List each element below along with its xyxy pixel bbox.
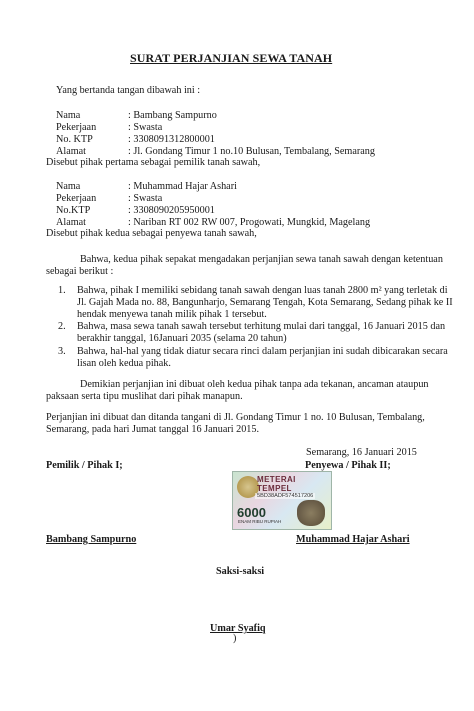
pihak1-address-label: Alamat xyxy=(56,146,86,157)
stamp-garuda-icon xyxy=(297,500,325,526)
term-number: 1. xyxy=(58,285,66,296)
signing-date: Semarang, 16 Januari 2015 xyxy=(306,447,417,458)
closing-2-line-2: Semarang, pada hari Jumat tanggal 16 Januari 2015. xyxy=(46,424,260,435)
stamp-serial: 5BD38ADF574517206 xyxy=(257,493,314,499)
pihak2-ktp-label: No.KTP xyxy=(56,205,91,216)
signer-right-name: Muhammad Hajar Ashari xyxy=(296,534,410,545)
pihak1-job-value: : Swasta xyxy=(128,122,163,133)
pihak1-ktp-label: No. KTP xyxy=(56,134,93,145)
term-1-line-1: Bahwa, pihak I memiliki sebidang tanah sawah dengan luas tanah 2800 m² yang terletak di xyxy=(77,285,448,296)
body-paragraph-line-2: sebagai berikut : xyxy=(46,266,114,277)
document-title: SURAT PERJANJIAN SEWA TANAH xyxy=(130,51,333,65)
pihak2-job-value: : Swasta xyxy=(128,193,163,204)
term-2-line-2: berakhir tanggal, 16Januari 2035 (selama 20 tahun) xyxy=(77,333,287,344)
closing-1-line-2: paksaan serta tipu muslihat dari pihak manapun. xyxy=(46,391,243,402)
pihak2-name-value: : Muhammad Hajar Ashari xyxy=(128,181,237,192)
term-1-line-2: Jl. Gajah Mada no. 88, Bangunharjo, Semarang Tengah, Kota Semarang, Sedang pihak ke II xyxy=(77,297,453,308)
pihak2-address-value: : Nariban RT 002 RW 007, Progowati, Mungkid, Magelang xyxy=(128,217,371,228)
pihak2-job-label: Pekerjaan xyxy=(56,193,97,204)
term-number: 2. xyxy=(58,321,66,332)
term-1-line-3: hendak menyewa tanah milik pihak 1 tersebut. xyxy=(77,309,267,320)
pihak1-note: Disebut pihak pertama sebagai pemilik tanah sawah, xyxy=(46,157,261,168)
term-3-line-2: lisan oleh kedua pihak. xyxy=(77,358,171,369)
pihak2-note: Disebut pihak kedua sebagai penyewa tanah sawah, xyxy=(46,228,257,239)
pihak1-ktp-value: : 3308091312800001 xyxy=(128,134,215,145)
witness-title: Saksi-saksi xyxy=(216,566,265,577)
closing-1-line-1: Demikian perjanjian ini dibuat oleh kedua pihak tanpa ada tekanan, ancaman ataupun xyxy=(80,379,429,390)
pihak1-job-label: Pekerjaan xyxy=(56,122,97,133)
stamp-value: 6000 xyxy=(237,505,266,520)
stamp-value-text: ENAM RIBU RUPIAH xyxy=(238,519,282,524)
pihak2-ktp-value: : 3308090205950001 xyxy=(128,205,215,216)
signer-left-name: Bambang Sampurno xyxy=(46,534,137,545)
pihak2-name-label: Nama xyxy=(56,181,81,192)
signer-right-title: Penyewa / Pihak II; xyxy=(305,460,391,471)
term-3-line-1: Bahwa, hal-hal yang tidak diatur secara rinci dalam perjanjian ini sudah dibicarakan secara xyxy=(77,346,448,357)
intro-text: Yang bertanda tangan dibawah ini : xyxy=(56,85,201,96)
pihak2-address-label: Alamat xyxy=(56,217,86,228)
witness-bracket: ) xyxy=(233,633,237,644)
signer-left-title: Pemilik / Pihak I; xyxy=(46,460,123,471)
term-2-line-1: Bahwa, masa sewa tanah sawah tersebut terhitung mulai dari tanggal, 16 Januari 2015 dan xyxy=(77,321,446,332)
closing-2-line-1: Perjanjian ini dibuat dan ditanda tangani di Jl. Gondang Timur 1 no. 10 Bulusan, Tembalang, xyxy=(46,412,425,423)
pihak1-name-value: : Bambang Sampurno xyxy=(128,110,217,121)
pihak1-name-label: Nama xyxy=(56,110,81,121)
revenue-stamp xyxy=(232,471,332,530)
body-paragraph-line-1: Bahwa, kedua pihak sepakat mengadakan perjanjian sewa tanah sawah dengan ketentuan xyxy=(80,254,443,265)
pihak1-address-value: : Jl. Gondang Timur 1 no.10 Bulusan, Tembalang, Semarang xyxy=(128,146,375,157)
stamp-title: METERAI TEMPEL xyxy=(257,475,296,493)
term-number: 3. xyxy=(58,346,66,357)
witness-name: Umar Syafiq xyxy=(210,623,266,634)
